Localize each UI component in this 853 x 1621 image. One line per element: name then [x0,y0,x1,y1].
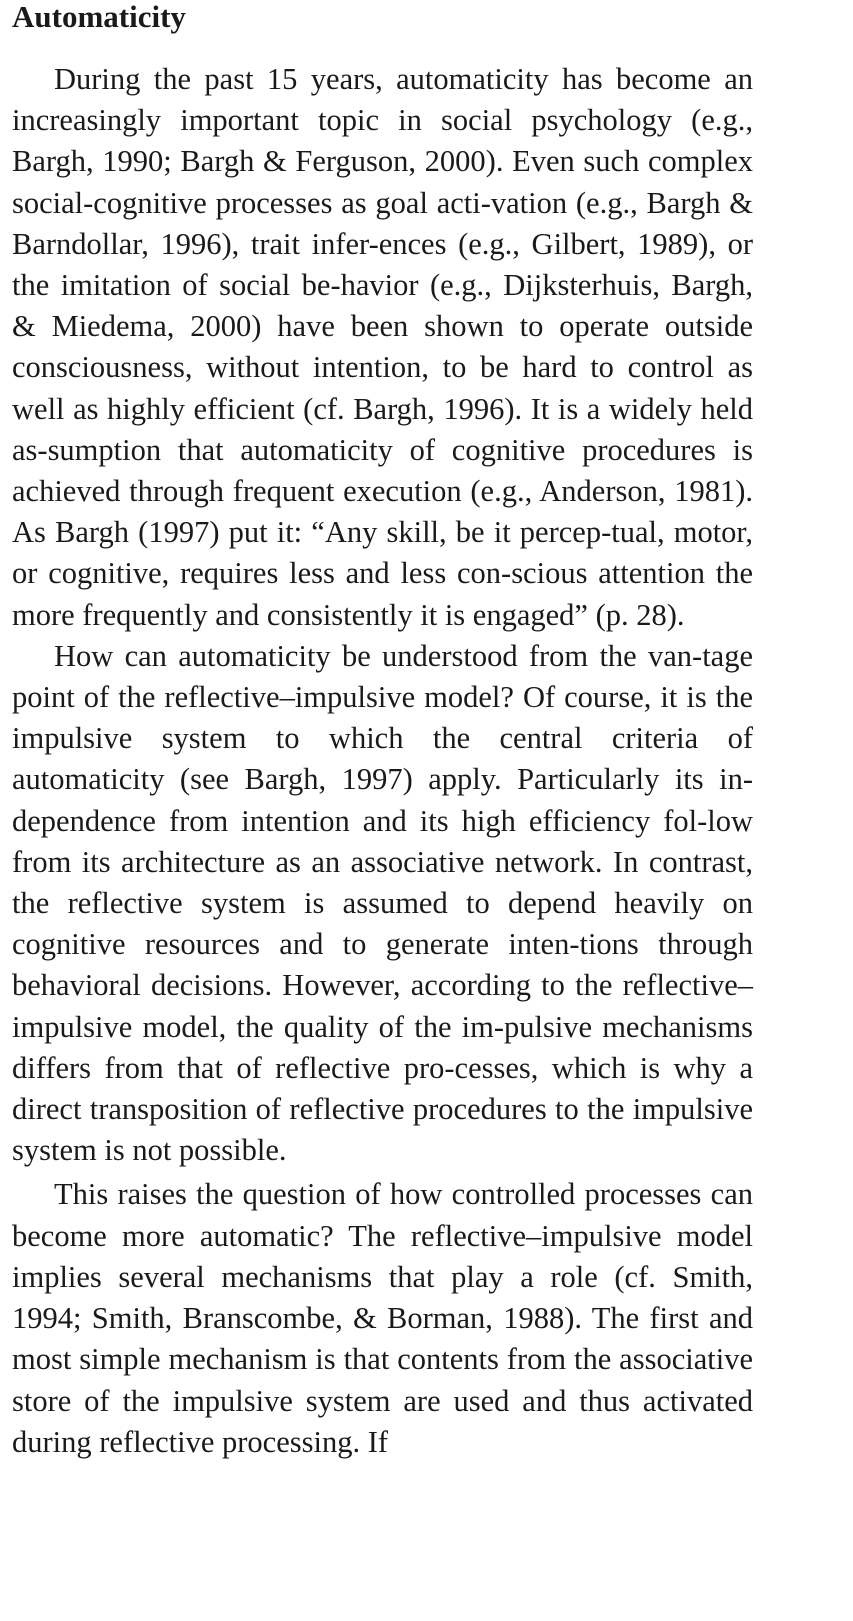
body-paragraph-2: How can automaticity be understood from the van-tage point of the reflective–impulsive model? Of course, it is the impulsive system to which the central criteria of automaticity (see Bargh, 1997) apply. Particularly its in-dependence from intention and its high efficiency fol-low from its architecture as an associative network. In contrast, the reflective system is assumed to depend heavily on cognitive resources and to generate inten-tions through behavioral decisions. However, according to the reflective–impulsive model, the quality of the im-pulsive mechanisms differs from that of reflective pro-cesses, which is why a direct transposition of reflective procedures to the impulsive system is not possible. [12,638,753,1168]
body-paragraph-1: During the past 15 years, automaticity has become an increasingly important topic in social psychology (e.g., Bargh, 1990; Bargh & Ferguson, 2000). Even such complex social-cognitive processes as goal acti-vation (e.g., Bargh & Barndollar, 1996), trait infer-ences (e.g., Gilbert, 1989), or the imitation of social be-havior (e.g., Dijksterhuis, Bargh, & Miedema, 2000) have been shown to operate outside consciousness, without intention, to be hard to control as well as highly efficient (cf. Bargh, 1996). It is a widely held as-sumption that automaticity of cognitive procedures is achieved through frequent execution (e.g., Anderson, 1981). As Bargh (1997) put it: “Any skill, be it percep-tual, motor, or cognitive, requires less and less con-scious attention the more frequently and consistently it is engaged” (p. 28). [12,62,753,632]
section-heading: Automaticity [12,0,186,34]
article-page [12,0,753,1463]
body-paragraph-3: This raises the question of how controlled processes can become more automatic? The reflective–impulsive model implies several mechanisms that play a role (cf. Smith, 1994; Smith, Branscombe, & Borman, 1988). The first and most simple mechanism is that contents from the associative store of the impulsive system are used and thus activated during reflective processing. If [12,1177,753,1459]
